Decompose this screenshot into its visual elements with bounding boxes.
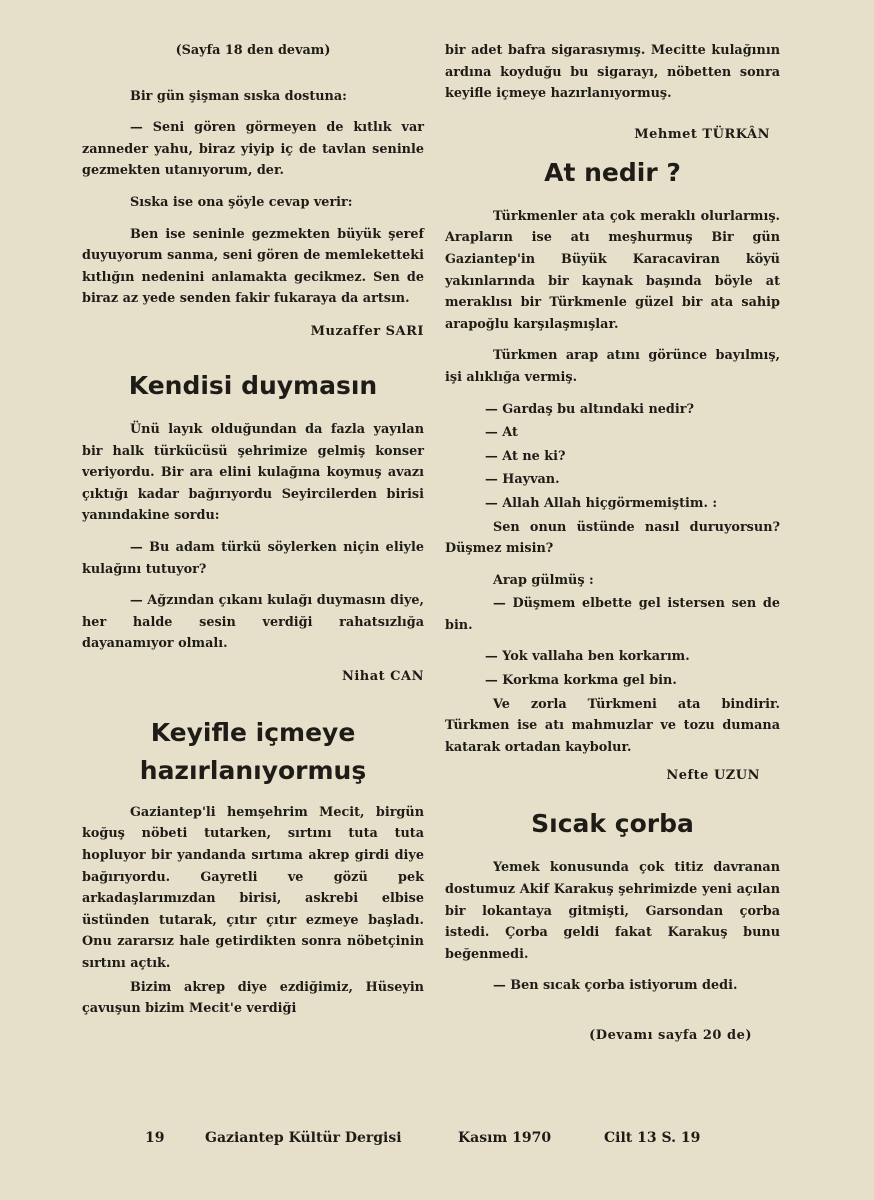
continued-from-note: (Sayfa 18 den devam)	[175, 43, 331, 58]
dialogue-line: — Korkma korkma gel bin.	[485, 673, 677, 689]
right-column	[445, 40, 780, 1047]
paragraph: Bir gün şişman sıska dostuna:	[130, 88, 347, 104]
paragraph: — Seni gören görmeyen de kıtlık var zanneder yahu, biraz yiyip iç de tavlan seninle gezmekten utanıyorum, der.	[82, 120, 424, 179]
dialogue-line: — At ne ki?	[485, 448, 566, 464]
issue-date: Kasım 1970	[458, 1130, 552, 1146]
page-number: 19	[145, 1130, 165, 1146]
author-signature: Nefte UZUN	[666, 768, 760, 784]
paragraph: bir adet bafra sigarasıymış. Mecitte kulağının ardına koyduğu bu sigarayı, nöbetten sonra keyifle içmeye hazırlanıyormuş.	[445, 43, 780, 102]
article-title-line: Keyifle içmeye	[150, 717, 356, 747]
article-title	[82, 714, 424, 790]
article-title: Sıcak çorba	[531, 809, 694, 839]
paragraph: Ünü layık olduğundan da fazla yayılan bir halk türkücüsü şehrimize gelmiş konser veriyordu. Bir ara elini kulağına koymuş avazı çıktığı kadar bağırıyordu Seyircilerden birisi yanındakine sordu:	[82, 421, 424, 524]
paragraph: — Ağzından çıkanı kulağı duymasın diye, her halde sesin verdiği rahatsızlığa dayanamıyor olmalı.	[82, 593, 424, 652]
article-title: At nedir ?	[544, 157, 681, 187]
dialogue-line: — Allah Allah hiçgörmemiştim. :	[485, 495, 718, 511]
dialogue-line: — At	[485, 425, 518, 441]
paragraph: Ve zorla Türkmeni ata bindirir. Türkmen ise atı mahmuzlar ve tozu dumana katarak ortadan kaybolur.	[445, 696, 780, 755]
journal-name: Gaziantep Kültür Dergisi	[205, 1130, 402, 1146]
dialogue-line: — Hayvan.	[485, 472, 560, 488]
author-signature: Nihat CAN	[341, 668, 424, 684]
paragraph: Arap gülmüş :	[493, 572, 594, 588]
left-column	[82, 40, 424, 1030]
paragraph: — Ben sıcak çorba istiyorum dedi.	[493, 978, 738, 994]
paragraph: Sıska ise ona şöyle cevap verir:	[130, 194, 353, 210]
paragraph: Gaziantep'li hemşehrim Mecit, birgün koğuş nöbeti tutarken, sırtını tuta tuta hopluyor bir yandanda sırtıma akrep girdi diye bağırıyordu. Gayretli ve gözü pek arkadaşlarımızdan birisi, askrebi elbise üstünden tutarak, çıtır çıtır ezmeye başladı. Onu zararsız hale getirdikten sonra nöbetçinin sırtını açtık.	[82, 804, 424, 972]
paragraph: Ben ise seninle gezmekten büyük şeref duyuyorum sanma, seni gören de memleketteki kıtlığın nedenini anlamakta gecikmez. Sen de biraz az yede senden fakir fukaraya da artsın.	[82, 226, 424, 307]
paragraph: Bizim akrep diye ezdiğimiz, Hüseyin çavuşun bizim Mecit'e verdiği	[82, 979, 424, 1017]
author-signature: Mehmet TÜRKÂN	[634, 126, 770, 142]
volume-info: Cilt 13 S. 19	[604, 1130, 701, 1146]
dialogue-line: — Yok vallaha ben korkarım.	[485, 649, 690, 665]
dialogue-line: — Gardaş bu altındaki nedir?	[485, 401, 694, 417]
paragraph: — Düşmem elbette gel istersen sen de bin.	[445, 596, 780, 633]
paragraph: — Bu adam türkü söylerken niçin eliyle kulağını tutuyor?	[82, 539, 424, 577]
author-signature: Muzaffer SARI	[310, 323, 424, 339]
paragraph: Türkmen arap atını görünce bayılmış, işi alıklığa vermiş.	[445, 348, 780, 385]
paragraph: Sen onun üstünde nasıl duruyorsun? Düşmez misin?	[445, 519, 780, 557]
continued-on-note: (Devamı sayfa 20 de)	[589, 1028, 752, 1043]
article-title-line: hazırlanıyormuş	[139, 755, 367, 785]
article-title: Kendisi duymasın	[128, 370, 378, 400]
paragraph: Yemek konusunda çok titiz davranan dostumuz Akif Karakuş şehrimizde yeni açılan bir lokantaya gitmişti, Garsondan çorba istedi. Çorba geldi fakat Karakuş bunu beğenmedi.	[445, 860, 780, 962]
paragraph: Türkmenler ata çok meraklı olurlarmış. Arapların ise atı meşhurmuş Bir gün Gaziantep'in Büyük Karacaviran köyü yakınlarında bir kaynak başında böyle at meraklısı bir Türkmenle güzel bir ata sahip arapoğlu karşılaşmışlar.	[445, 208, 780, 332]
